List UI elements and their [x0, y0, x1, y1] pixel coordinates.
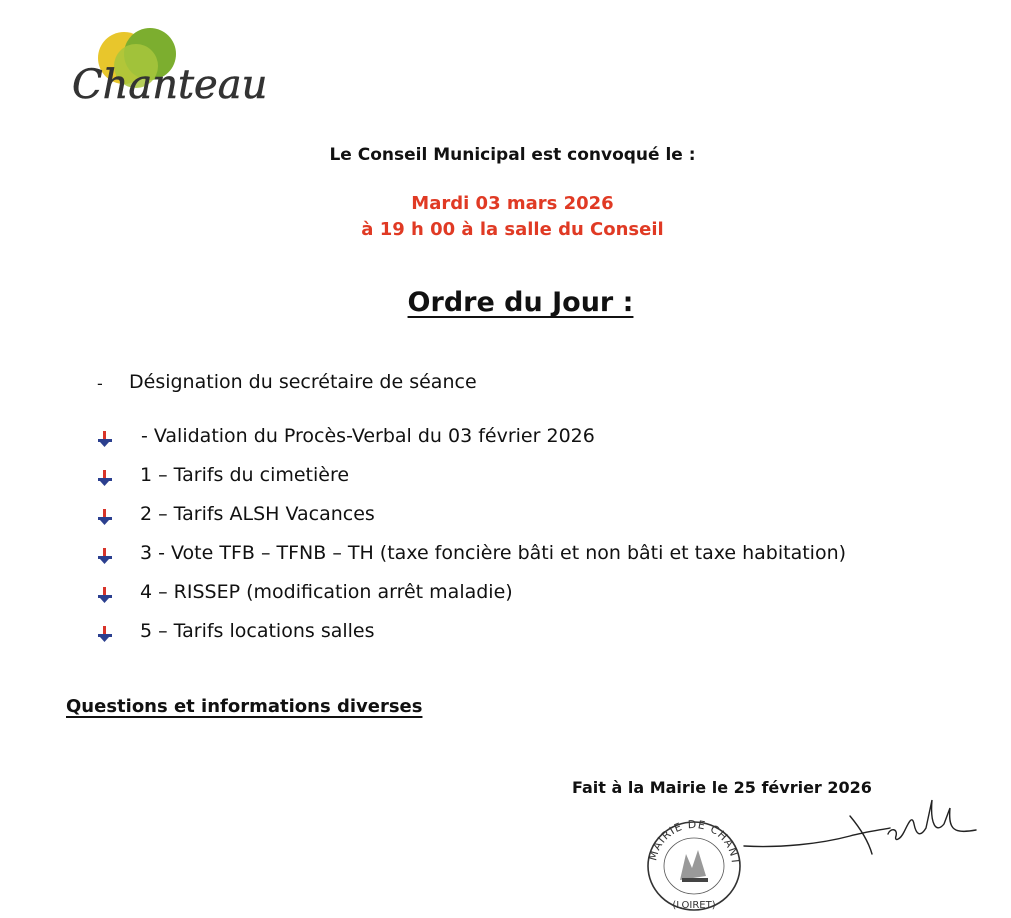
- seal-top-text: MAIRIE DE CHANT: [646, 817, 743, 867]
- chanteau-logo: [66, 24, 268, 110]
- signature: [740, 794, 980, 864]
- arrow-bullet-icon: [96, 547, 114, 565]
- svg-text:Chanteau: Chanteau: [72, 62, 268, 108]
- signoff-text: Fait à la Mairie le 25 février 2026: [572, 778, 872, 797]
- arrow-bullet-icon: [96, 430, 114, 448]
- agenda-item: 5 – Tarifs locations salles: [140, 620, 375, 642]
- arrow-bullet-icon: [96, 469, 114, 487]
- arrow-bullet-icon: [96, 625, 114, 643]
- agenda-item: 3 - Vote TFB – TFNB – TH (taxe foncière bâti et non bâti et taxe habitation): [140, 542, 847, 564]
- arrow-bullet-icon: [96, 586, 114, 604]
- pre-item-marker: -: [97, 374, 103, 393]
- pre-item-text: Désignation du secrétaire de séance: [129, 371, 477, 393]
- seal-bottom-text: (LOIRET): [672, 900, 716, 911]
- meeting-date: Mardi 03 mars 2026: [411, 193, 614, 214]
- agenda-item: 2 – Tarifs ALSH Vacances: [140, 503, 375, 525]
- convocation-text: Le Conseil Municipal est convoqué le :: [329, 145, 696, 165]
- questions-heading: Questions et informations diverses: [66, 696, 423, 717]
- agenda-item: 4 – RISSEP (modification arrêt maladie): [140, 581, 513, 603]
- meeting-time-place: à 19 h 00 à la salle du Conseil: [361, 219, 664, 240]
- mairie-seal: [636, 810, 752, 914]
- agenda-item: - Validation du Procès-Verbal du 03 février 2026: [141, 425, 595, 447]
- arrow-bullet-icon: [96, 508, 114, 526]
- agenda-title: Ordre du Jour :: [407, 287, 634, 318]
- agenda-item: 1 – Tarifs du cimetière: [140, 464, 350, 486]
